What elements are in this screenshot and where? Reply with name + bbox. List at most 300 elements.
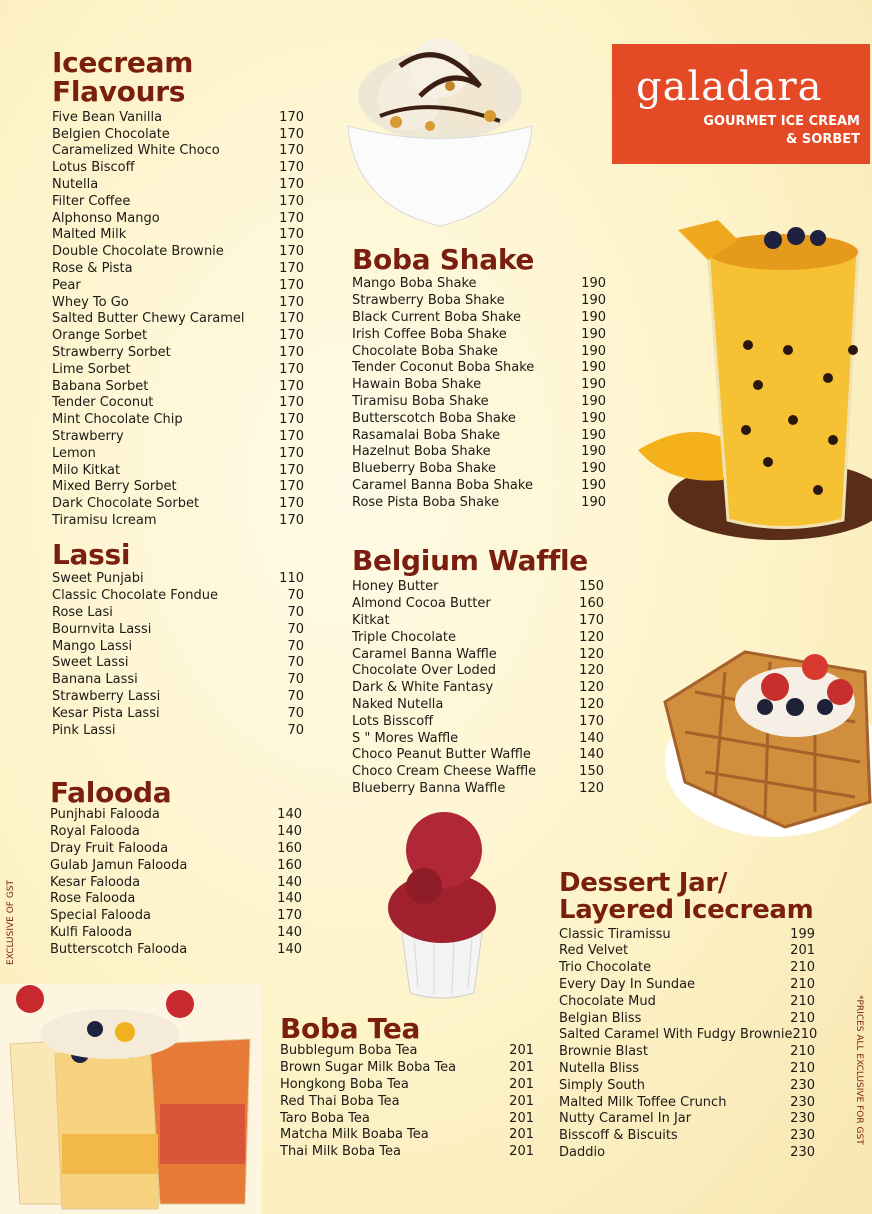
menu-item xyxy=(52,588,304,605)
brand-tagline-secondary: & SORBET xyxy=(786,132,860,147)
item-price: 170 xyxy=(277,908,302,924)
menu-item xyxy=(52,479,304,496)
item-price: 170 xyxy=(279,378,304,394)
item-price: 120 xyxy=(579,780,604,796)
boba-shake-list xyxy=(352,276,606,511)
item-name: Classic Tiramissu xyxy=(559,926,671,942)
waffle-heading: Belgium Waffle xyxy=(352,544,588,577)
item-price: 201 xyxy=(509,1060,534,1076)
item-name: Lots Bisscoff xyxy=(352,713,434,729)
item-price: 170 xyxy=(279,210,304,226)
menu-item xyxy=(352,630,604,647)
item-price: 170 xyxy=(279,395,304,411)
item-name: Pink Lassi xyxy=(52,722,116,738)
item-name: Irish Coffee Boba Shake xyxy=(352,326,507,342)
item-price: 170 xyxy=(279,462,304,478)
menu-item xyxy=(559,1128,815,1145)
falooda-section xyxy=(50,778,302,959)
menu-item xyxy=(52,311,304,328)
item-price: 70 xyxy=(287,705,304,721)
brand-logo xyxy=(612,44,870,164)
menu-item xyxy=(52,194,304,211)
item-price: 201 xyxy=(509,1043,534,1059)
menu-item xyxy=(280,1043,534,1060)
item-price: 210 xyxy=(790,1010,815,1026)
item-price: 70 xyxy=(287,621,304,637)
lassi-list xyxy=(52,571,304,739)
menu-item xyxy=(280,1060,534,1077)
menu-item xyxy=(352,411,606,428)
item-name: Mango Lassi xyxy=(52,638,133,654)
item-name: Blueberry Boba Shake xyxy=(352,461,497,477)
item-price: 201 xyxy=(790,943,815,959)
item-name: Tiramisu Boba Shake xyxy=(352,393,489,409)
item-name: Belgian Bliss xyxy=(559,1010,642,1026)
item-price: 170 xyxy=(279,344,304,360)
menu-item xyxy=(280,1127,534,1144)
item-price: 230 xyxy=(790,1111,815,1127)
lassi-heading: Lassi xyxy=(52,538,131,571)
menu-item xyxy=(52,622,304,639)
menu-item xyxy=(352,394,606,411)
menu-item xyxy=(52,160,304,177)
item-price: 140 xyxy=(579,730,604,746)
brand-name: galadara xyxy=(636,64,823,110)
item-price: 190 xyxy=(581,293,606,309)
menu-item xyxy=(559,927,815,944)
item-name: Mango Boba Shake xyxy=(352,276,477,292)
item-name: Black Current Boba Shake xyxy=(352,309,522,325)
item-name: Matcha Milk Boaba Tea xyxy=(280,1127,429,1143)
item-price: 199 xyxy=(790,926,815,942)
item-price: 170 xyxy=(279,328,304,344)
item-name: Bournvita Lassi xyxy=(52,621,152,637)
item-name: Gulab Jamun Falooda xyxy=(50,857,188,873)
item-price: 70 xyxy=(287,588,304,604)
menu-item xyxy=(559,977,815,994)
menu-item xyxy=(52,261,304,278)
item-price: 120 xyxy=(579,629,604,645)
item-price: 140 xyxy=(277,891,302,907)
item-name: Red Thai Boba Tea xyxy=(280,1093,400,1109)
menu-item xyxy=(50,841,302,858)
menu-item xyxy=(52,571,304,588)
item-price: 160 xyxy=(277,857,302,873)
boba-tea-section xyxy=(280,1014,534,1161)
item-price: 170 xyxy=(279,512,304,528)
menu-item xyxy=(52,639,304,656)
item-price: 190 xyxy=(581,477,606,493)
item-name: Butterscotch Falooda xyxy=(50,941,188,957)
item-price: 190 xyxy=(581,276,606,292)
item-price: 140 xyxy=(277,874,302,890)
item-price: 230 xyxy=(790,1077,815,1093)
menu-item xyxy=(559,1111,815,1128)
gst-note-left: EXCLUSIVE OF GST xyxy=(6,879,16,965)
menu-item xyxy=(52,429,304,446)
menu-item xyxy=(50,891,302,908)
item-price: 170 xyxy=(279,496,304,512)
item-price: 210 xyxy=(792,1027,818,1043)
menu-item xyxy=(352,428,606,445)
menu-item xyxy=(52,295,304,312)
dessert-jar-heading-secondary: Layered Icecream xyxy=(559,895,814,926)
icecream-heading: Icecream Flavours xyxy=(52,46,194,109)
menu-item xyxy=(352,596,604,613)
item-name: Kesar Pista Lassi xyxy=(52,705,160,721)
menu-item xyxy=(559,1061,815,1078)
menu-item xyxy=(352,327,606,344)
item-name: Tender Coconut xyxy=(52,395,154,411)
item-name: Malted Milk xyxy=(52,227,127,243)
item-price: 170 xyxy=(579,713,604,729)
item-name: Brownie Blast xyxy=(559,1044,648,1060)
menu-item xyxy=(52,655,304,672)
item-price: 190 xyxy=(581,343,606,359)
item-name: Daddio xyxy=(559,1144,606,1160)
item-name: Thai Milk Boba Tea xyxy=(280,1144,401,1160)
menu-item xyxy=(352,697,604,714)
menu-item xyxy=(352,764,604,781)
item-price: 70 xyxy=(287,655,304,671)
menu-item xyxy=(280,1077,534,1094)
menu-item xyxy=(52,463,304,480)
menu-item xyxy=(52,227,304,244)
item-name: Mint Chocolate Chip xyxy=(52,412,183,428)
item-price: 170 xyxy=(279,143,304,159)
item-price: 70 xyxy=(287,638,304,654)
menu-item xyxy=(50,908,302,925)
item-name: Brown Sugar Milk Boba Tea xyxy=(280,1060,457,1076)
item-price: 230 xyxy=(790,1094,815,1110)
item-name: Bubblegum Boba Tea xyxy=(280,1043,418,1059)
item-name: Hawain Boba Shake xyxy=(352,377,482,393)
menu-item xyxy=(559,1095,815,1112)
item-name: Honey Butter xyxy=(352,579,439,595)
menu-item xyxy=(50,925,302,942)
item-price: 230 xyxy=(790,1144,815,1160)
item-price: 201 xyxy=(509,1144,534,1160)
menu-item xyxy=(352,344,606,361)
item-name: Double Chocolate Brownie xyxy=(52,244,224,260)
menu-item xyxy=(559,1078,815,1095)
item-name: Nutella Bliss xyxy=(559,1060,640,1076)
menu-item xyxy=(52,278,304,295)
item-name: Strawberry Sorbet xyxy=(52,344,171,360)
item-price: 120 xyxy=(579,696,604,712)
item-name: Lotus Biscoff xyxy=(52,160,135,176)
item-name: Simply South xyxy=(559,1077,645,1093)
menu-item xyxy=(52,395,304,412)
item-name: Caramel Banna Boba Shake xyxy=(352,477,533,493)
menu-item xyxy=(280,1111,534,1128)
item-name: Babana Sorbet xyxy=(52,378,149,394)
item-price: 190 xyxy=(581,410,606,426)
item-name: Rasamalai Boba Shake xyxy=(352,427,501,443)
item-price: 201 xyxy=(509,1093,534,1109)
menu-item xyxy=(52,345,304,362)
item-price: 210 xyxy=(790,993,815,1009)
menu-item xyxy=(52,605,304,622)
menu-item xyxy=(352,663,604,680)
item-name: Strawberry Boba Shake xyxy=(352,293,505,309)
item-name: Rose Falooda xyxy=(50,891,136,907)
item-name: Nutty Caramel In Jar xyxy=(559,1111,692,1127)
menu-item xyxy=(52,127,304,144)
item-price: 140 xyxy=(277,941,302,957)
menu-item xyxy=(559,1044,815,1061)
item-price: 190 xyxy=(581,461,606,477)
item-name: Almond Cocoa Butter xyxy=(352,596,491,612)
menu-item xyxy=(52,143,304,160)
item-name: Rose Pista Boba Shake xyxy=(352,494,500,510)
item-price: 190 xyxy=(581,494,606,510)
mango-boba-shake-image xyxy=(628,200,872,540)
item-price: 201 xyxy=(509,1127,534,1143)
item-name: Filter Coffee xyxy=(52,193,131,209)
item-price: 140 xyxy=(277,824,302,840)
menu-item xyxy=(352,495,606,512)
item-name: Mixed Berry Sorbet xyxy=(52,479,177,495)
item-name: Belgien Chocolate xyxy=(52,126,170,142)
menu-item xyxy=(50,824,302,841)
icecream-bowl-image xyxy=(340,26,540,231)
menu-item xyxy=(50,858,302,875)
menu-item xyxy=(352,444,606,461)
waffle-list xyxy=(352,579,604,797)
item-name: Taro Boba Tea xyxy=(280,1110,370,1126)
item-price: 170 xyxy=(279,445,304,461)
item-price: 120 xyxy=(579,680,604,696)
menu-item xyxy=(559,960,815,977)
menu-item xyxy=(352,714,604,731)
boba-shake-section xyxy=(352,245,606,512)
item-price: 201 xyxy=(509,1076,534,1092)
item-price: 230 xyxy=(790,1128,815,1144)
waffle-section xyxy=(352,546,604,798)
menu-item xyxy=(52,328,304,345)
item-price: 190 xyxy=(581,393,606,409)
item-price: 170 xyxy=(279,277,304,293)
item-name: Choco Cream Cheese Waffle xyxy=(352,764,537,780)
item-name: Alphonso Mango xyxy=(52,210,160,226)
item-name: Malted Milk Toffee Crunch xyxy=(559,1094,727,1110)
item-name: Trio Chocolate xyxy=(559,960,652,976)
menu-item xyxy=(52,177,304,194)
item-name: Rose & Pista xyxy=(52,260,133,276)
item-price: 170 xyxy=(279,227,304,243)
menu-item xyxy=(352,579,604,596)
item-name: Hongkong Boba Tea xyxy=(280,1076,409,1092)
menu-item xyxy=(280,1144,534,1161)
item-name: Dray Fruit Falooda xyxy=(50,840,169,856)
menu-item xyxy=(52,496,304,513)
item-price: 210 xyxy=(790,1044,815,1060)
boba-shake-heading: Boba Shake xyxy=(352,243,535,276)
item-name: Every Day In Sundae xyxy=(559,976,696,992)
item-name: S " Mores Waffle xyxy=(352,730,459,746)
item-name: Dark & White Fantasy xyxy=(352,680,494,696)
menu-item xyxy=(52,110,304,127)
menu-item xyxy=(52,689,304,706)
item-price: 70 xyxy=(287,604,304,620)
menu-item xyxy=(352,461,606,478)
item-price: 140 xyxy=(277,807,302,823)
menu-item xyxy=(50,875,302,892)
menu-item xyxy=(559,1145,815,1162)
item-name: Five Bean Vanilla xyxy=(52,109,163,125)
menu-item xyxy=(559,994,815,1011)
item-name: Pear xyxy=(52,277,81,293)
menu-item xyxy=(50,807,302,824)
item-name: Lime Sorbet xyxy=(52,361,131,377)
item-price: 190 xyxy=(581,444,606,460)
item-price: 70 xyxy=(287,688,304,704)
item-name: Chocolate Mud xyxy=(559,993,656,1009)
item-name: Chocolate Boba Shake xyxy=(352,343,498,359)
item-name: Caramelized White Choco xyxy=(52,143,220,159)
item-name: Banana Lassi xyxy=(52,672,138,688)
menu-item xyxy=(352,731,604,748)
item-price: 170 xyxy=(279,428,304,444)
item-name: Choco Peanut Butter Waffle xyxy=(352,747,531,763)
item-name: Naked Nutella xyxy=(352,696,444,712)
brand-tagline: GOURMET ICE CREAM xyxy=(703,114,860,129)
item-price: 170 xyxy=(279,479,304,495)
menu-item xyxy=(352,377,606,394)
item-name: Tiramisu Icream xyxy=(52,512,157,528)
item-price: 110 xyxy=(279,571,304,587)
item-price: 170 xyxy=(279,260,304,276)
menu-item xyxy=(352,360,606,377)
waffle-image xyxy=(655,612,872,842)
menu-item xyxy=(50,942,302,959)
item-price: 170 xyxy=(279,193,304,209)
item-name: Strawberry xyxy=(52,428,124,444)
item-price: 210 xyxy=(790,960,815,976)
item-name: Salted Butter Chewy Caramel xyxy=(52,311,245,327)
item-name: Dark Chocolate Sorbet xyxy=(52,496,200,512)
menu-item xyxy=(352,781,604,798)
item-price: 190 xyxy=(581,360,606,376)
item-name: Kitkat xyxy=(352,612,390,628)
menu-item xyxy=(52,362,304,379)
item-name: Hazelnut Boba Shake xyxy=(352,444,491,460)
boba-tea-heading: Boba Tea xyxy=(280,1012,421,1045)
menu-item xyxy=(52,244,304,261)
item-price: 210 xyxy=(790,976,815,992)
gst-note-right: *PRICES ALL EXCLUSIVE FOR GST xyxy=(854,995,864,1145)
item-price: 190 xyxy=(581,427,606,443)
item-name: Butterscotch Boba Shake xyxy=(352,410,516,426)
item-price: 150 xyxy=(579,579,604,595)
item-name: Red Velvet xyxy=(559,943,629,959)
item-price: 201 xyxy=(509,1110,534,1126)
dessert-jar-heading: Dessert Jar/ xyxy=(559,868,728,898)
menu-item xyxy=(352,276,606,293)
dessert-jar-section xyxy=(559,868,818,1162)
item-name: Lemon xyxy=(52,445,96,461)
item-name: Chocolate Over Loded xyxy=(352,663,497,679)
item-price: 170 xyxy=(279,109,304,125)
item-price: 70 xyxy=(287,672,304,688)
item-name: Whey To Go xyxy=(52,294,129,310)
item-price: 140 xyxy=(277,924,302,940)
item-price: 170 xyxy=(279,311,304,327)
item-name: Classic Chocolate Fondue xyxy=(52,588,218,604)
item-name: Kulfi Falooda xyxy=(50,924,133,940)
item-name: Orange Sorbet xyxy=(52,328,148,344)
menu-item xyxy=(352,310,606,327)
falooda-list xyxy=(50,807,302,958)
menu-item xyxy=(559,1027,818,1044)
menu-item xyxy=(352,613,604,630)
item-name: Sweet Punjabi xyxy=(52,571,144,587)
menu-item xyxy=(352,680,604,697)
item-price: 170 xyxy=(279,294,304,310)
item-price: 170 xyxy=(279,412,304,428)
item-price: 190 xyxy=(581,326,606,342)
item-name: Special Falooda xyxy=(50,908,151,924)
icecream-list xyxy=(52,110,304,530)
menu-item xyxy=(559,1011,815,1028)
dessert-jar-image xyxy=(0,984,262,1214)
item-name: Kesar Falooda xyxy=(50,874,141,890)
item-price: 170 xyxy=(579,612,604,628)
dessert-jar-list xyxy=(559,926,818,1162)
item-price: 160 xyxy=(277,840,302,856)
menu-item xyxy=(52,723,304,740)
item-name: Nutella xyxy=(52,176,99,192)
menu-item xyxy=(352,293,606,310)
boba-tea-list xyxy=(280,1043,534,1161)
menu-item xyxy=(52,672,304,689)
item-name: Triple Chocolate xyxy=(352,629,457,645)
icecream-section xyxy=(52,48,304,530)
lassi-section xyxy=(52,540,304,739)
item-price: 70 xyxy=(287,722,304,738)
item-price: 170 xyxy=(279,176,304,192)
item-name: Milo Kitkat xyxy=(52,462,121,478)
menu-item xyxy=(52,379,304,396)
item-name: Royal Falooda xyxy=(50,824,140,840)
menu-item xyxy=(352,478,606,495)
item-price: 190 xyxy=(581,377,606,393)
menu-item xyxy=(52,412,304,429)
menu-item xyxy=(352,647,604,664)
item-price: 120 xyxy=(579,646,604,662)
item-price: 120 xyxy=(579,663,604,679)
menu-item xyxy=(352,747,604,764)
item-name: Sweet Lassi xyxy=(52,655,129,671)
menu-item xyxy=(52,513,304,530)
item-price: 170 xyxy=(279,126,304,142)
item-price: 150 xyxy=(579,764,604,780)
item-name: Salted Caramel With Fudgy Brownie xyxy=(559,1027,793,1043)
item-price: 170 xyxy=(279,361,304,377)
falooda-heading: Falooda xyxy=(50,776,172,809)
item-price: 170 xyxy=(279,244,304,260)
item-price: 190 xyxy=(581,309,606,325)
item-price: 160 xyxy=(579,596,604,612)
item-price: 210 xyxy=(790,1060,815,1076)
item-price: 140 xyxy=(579,747,604,763)
item-name: Punjhabi Falooda xyxy=(50,807,160,823)
item-name: Caramel Banna Waffle xyxy=(352,646,497,662)
menu-item xyxy=(52,211,304,228)
menu-item xyxy=(52,706,304,723)
item-name: Tender Coconut Boba Shake xyxy=(352,360,535,376)
